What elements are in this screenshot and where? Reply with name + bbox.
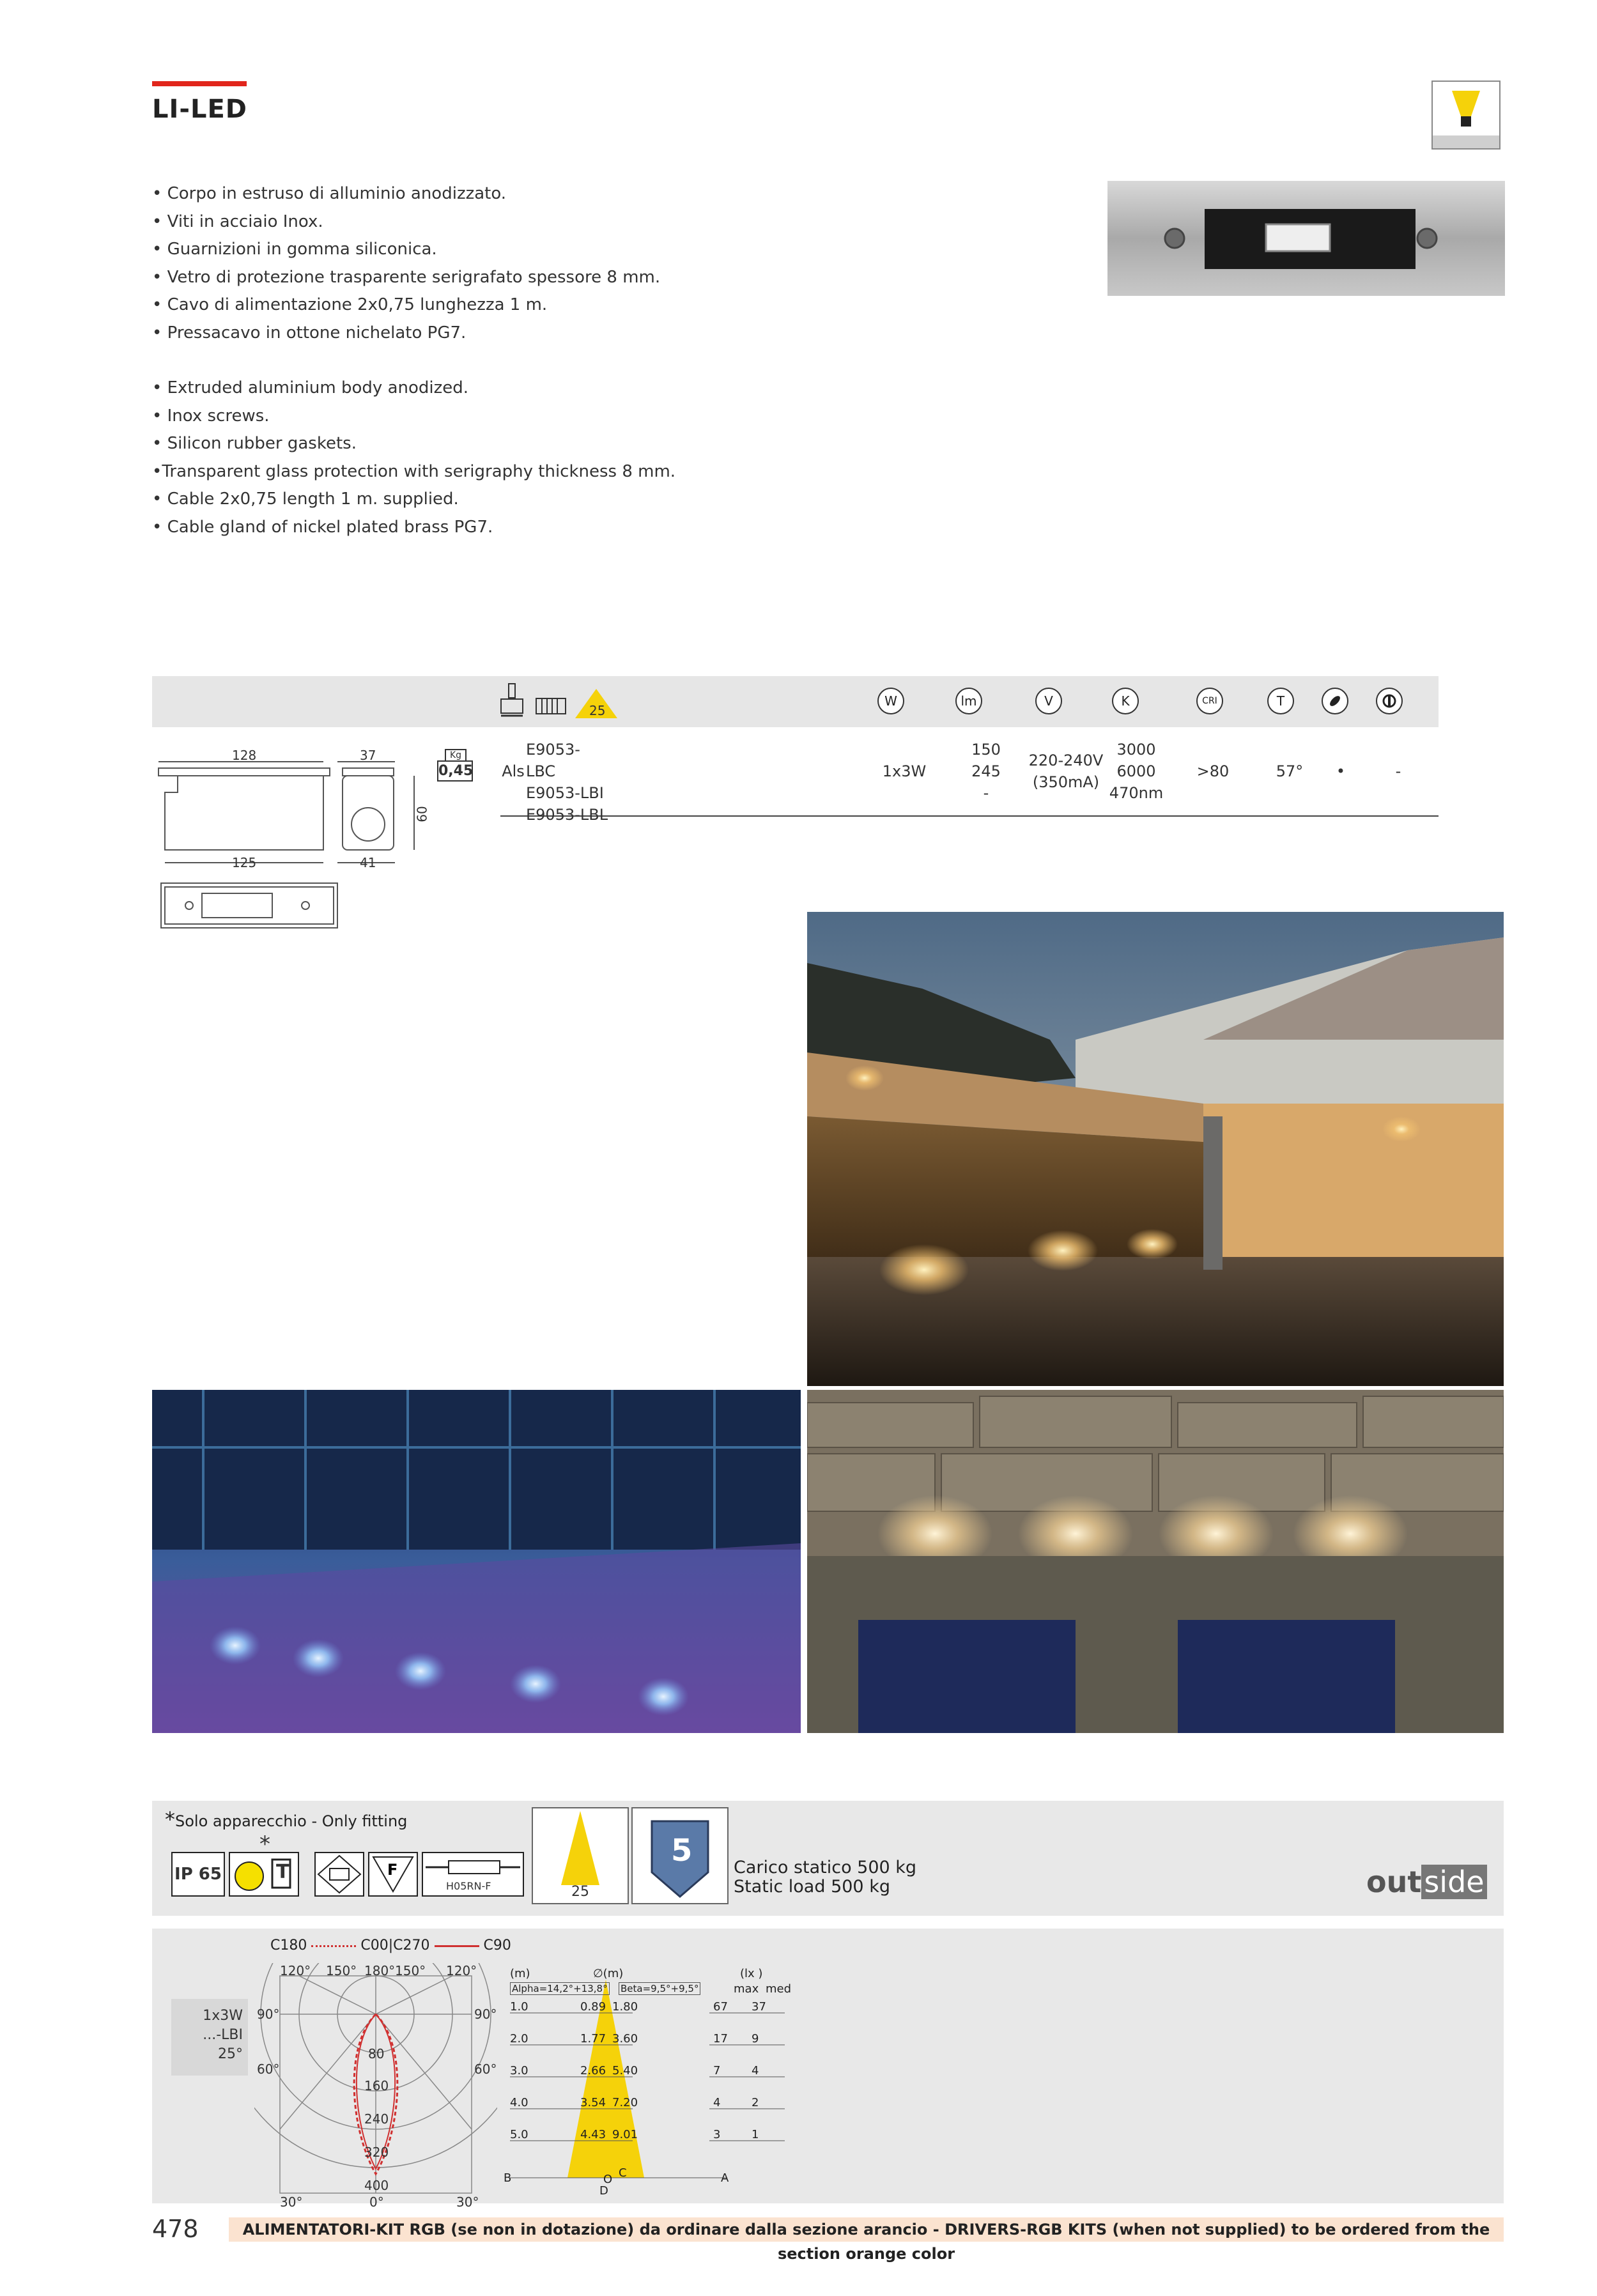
temperature-limit-icon <box>229 1852 299 1897</box>
ip-rating-badge: IP 65 <box>171 1852 225 1897</box>
dim-width-bottom: 125 <box>232 855 257 870</box>
certification-strip <box>152 1801 1504 1916</box>
svg-text:F: F <box>387 1861 398 1879</box>
emergency-icon <box>1376 688 1403 714</box>
page-number: 478 <box>152 2215 199 2243</box>
asterisk-mark: * <box>259 1831 270 1857</box>
table-row: 1.0 0.89 1.80 67 37 <box>510 2000 766 2014</box>
table-row: 4.0 3.54 7.20 4 2 <box>510 2096 759 2109</box>
photo-pool <box>152 1390 801 1733</box>
polar-diagram: 120° 150° 180° 150° 120° 90° 60° 90° 60° 30° 0° 30° 80 160 240 320 400 <box>254 1963 497 2206</box>
beam-angle-label: 25 <box>571 1884 589 1900</box>
lumen-3: - <box>983 784 989 802</box>
lumen-2: 245 <box>971 762 1001 780</box>
voltage-1: 220-240V <box>1028 751 1104 769</box>
cable-label: H05RN-F <box>446 1880 491 1892</box>
color-3: 470nm <box>1109 784 1164 802</box>
voltage-2: (350mA) <box>1032 773 1100 791</box>
technical-drawing <box>152 748 440 952</box>
table-row: 3.0 2.66 5.40 7 4 <box>510 2064 759 2077</box>
feature-it-6: • Pressacavo in ottone nichelato PG7. <box>152 323 467 343</box>
warranty-years: 5 <box>671 1833 693 1868</box>
feature-it-4: • Vetro di protezione trasparente serigrafato spessore 8 mm. <box>152 267 661 287</box>
beam-angle-icon <box>532 1807 629 1904</box>
finish-cell: Als <box>502 762 525 780</box>
title-accent-bar <box>152 81 247 86</box>
color-2: 6000 <box>1116 762 1156 780</box>
feature-it-2: • Viti in acciaio Inox. <box>152 212 323 231</box>
polar-legend: C180 C00|C270 C90 <box>270 1938 511 1953</box>
fitting-note: *Solo apparecchio - Only fitting <box>165 1807 408 1831</box>
feature-en-5: • Cable 2x0,75 length 1 m. supplied. <box>152 489 459 509</box>
color-1: 3000 <box>1116 741 1156 759</box>
feature-en-6: • Cable gland of nickel plated brass PG7. <box>152 517 493 537</box>
temperature-icon: T <box>1267 688 1294 714</box>
weight-badge-box <box>437 749 473 786</box>
kelvin-icon: K <box>1112 688 1139 714</box>
beam-angle-badge: 25 <box>574 688 619 720</box>
code-lbc: E9053-LBC <box>526 741 580 780</box>
photometric-section <box>152 1929 1504 2210</box>
feature-en-4: •Transparent glass protection with serigraphy thickness 8 mm. <box>152 461 676 481</box>
temp-cell: 57° <box>1276 762 1304 780</box>
mounting-icon <box>497 682 529 721</box>
table-row: 2.0 1.77 3.60 17 9 <box>510 2032 759 2046</box>
packaging-icon <box>536 698 566 714</box>
dim-height: 60 <box>414 806 430 822</box>
dim-depth-top: 37 <box>360 748 376 763</box>
dimmable-icon <box>1322 688 1348 714</box>
lumen-icon: lm <box>955 688 982 714</box>
cable-type-icon <box>422 1852 524 1897</box>
class-iii-icon <box>314 1852 364 1897</box>
page-title: LI-LED <box>152 95 247 124</box>
cri-cell: >80 <box>1196 762 1230 780</box>
t-label: T <box>276 1861 289 1883</box>
dim-depth-bottom: 41 <box>360 855 376 870</box>
dim-width-top: 128 <box>232 748 257 763</box>
product-photo <box>1107 181 1505 296</box>
photo-courtyard <box>807 912 1504 1386</box>
table-row: 5.0 4.43 9.01 3 1 <box>510 2128 759 2141</box>
warranty-icon <box>631 1807 729 1904</box>
spec-table-header <box>152 676 1439 727</box>
feature-it-5: • Cavo di alimentazione 2x0,75 lunghezza 1 m. <box>152 295 548 314</box>
static-load-it: Carico statico 500 kg <box>734 1858 917 1877</box>
recessed-light-icon <box>1431 81 1501 150</box>
feature-en-1: • Extruded aluminium body anodized. <box>152 378 469 397</box>
weight-unit: Kg <box>445 749 467 760</box>
watt-icon: W <box>877 688 904 714</box>
footer-note: ALIMENTATORI-KIT RGB (se non in dotazione) da ordinare dalla sezione arancio - DRIVERS-RGB KITS (when not supplied) to be ordered from the section orange color <box>229 2217 1504 2242</box>
power-cell: 1x3W <box>882 762 927 780</box>
feature-en-3: • Silicon rubber gaskets. <box>152 434 357 453</box>
weight-value: 0,45 <box>437 760 473 782</box>
emergency-cell: - <box>1395 762 1401 780</box>
dimmable-cell: • <box>1336 762 1346 780</box>
lumen-1: 150 <box>971 741 1001 759</box>
outside-logo: outside <box>1366 1865 1487 1899</box>
code-lbi: E9053-LBI <box>526 784 604 802</box>
feature-en-2: • Inox screws. <box>152 406 270 426</box>
cri-icon: CRI <box>1196 688 1223 714</box>
spec-row <box>500 732 1439 824</box>
feature-it-3: • Guarnizioni in gomma siliconica. <box>152 240 437 259</box>
lamp-info-box: 1x3W ...-LBI 25° <box>171 1999 248 2076</box>
f-mark-icon <box>368 1852 418 1897</box>
code-lbl: E9053-LBL <box>526 806 608 824</box>
static-load-en: Static load 500 kg <box>734 1877 890 1897</box>
feature-it-1: • Corpo in estruso di alluminio anodizzato. <box>152 184 507 203</box>
photo-stone-wall <box>807 1390 1504 1733</box>
feature-list-it <box>152 180 675 541</box>
illuminance-table: (m) ∅(m) (lx ) Alpha=14,2°+13,8° Beta=9,5°+9,5° max med 1.0 0.89 1.80 67 37 2.0 1.77 3.60 17 9 3.0 2.66 5.40 7 4 4.0 3.54 7.20 4 2 5.0 4.43 9.01 3 1 B O C A D <box>504 1967 792 2198</box>
volt-icon: V <box>1035 688 1062 714</box>
